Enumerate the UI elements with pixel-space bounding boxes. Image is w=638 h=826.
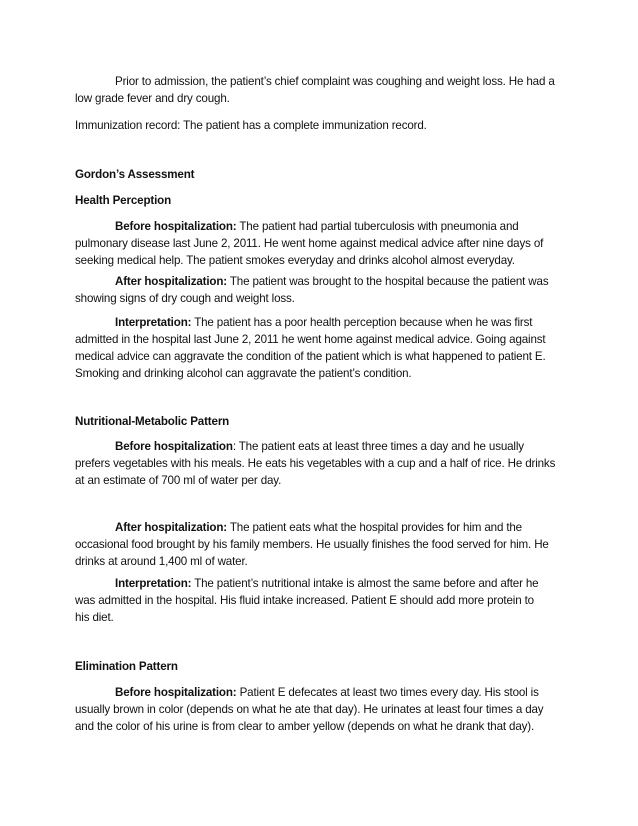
health-perception-heading: Health Perception [75, 194, 172, 207]
text-line: admitted in the hospital last June 2, 2011 he went home against medical advice. Going against [75, 333, 546, 346]
text-line: his diet. [75, 611, 114, 624]
text-line: showing signs of dry cough and weight loss. [75, 292, 295, 305]
immunization-paragraph: Immunization record: The patient has a complete immunization record. [75, 119, 427, 132]
nutrition-interpretation-paragraph [75, 575, 565, 626]
text-line: After hospitalization: The patient was brought to the hospital because the patient was [115, 275, 549, 288]
text-line: Before hospitalization: The patient eats at least three times a day and he usually [115, 440, 524, 453]
text-line: prefers vegetables with his meals. He eats his vegetables with a cup and a half of rice. He drinks [75, 457, 556, 470]
text-line: drinks at around 1,400 ml of water. [75, 555, 248, 568]
interpretation-label: Interpretation: [115, 577, 192, 590]
after-hospitalization-label: After hospitalization: [115, 275, 227, 288]
text-line: and the color of his urine is from clear to amber yellow (depends on what he drank that day). [75, 720, 535, 733]
before-hospitalization-label: Before hospitalization: [115, 220, 237, 233]
text-line: at an estimate of 700 ml of water per day. [75, 474, 282, 487]
text-line: pulmonary disease last June 2, 2011. He went home against medical advice after nine days of [75, 237, 544, 250]
before-hospitalization-label: Before hospitalization [115, 440, 233, 453]
elimination-pattern-heading: Elimination Pattern [75, 660, 178, 673]
gordon-assessment-heading: Gordon’s Assessment [75, 168, 195, 181]
nutritional-metabolic-heading: Nutritional-Metabolic Pattern [75, 415, 230, 428]
text-line: medical advice can aggravate the condition of the patient which is what happened to patient E. [75, 350, 546, 363]
text-line: Before hospitalization: The patient had partial tuberculosis with pneumonia and [115, 220, 519, 233]
nutrition-before-paragraph [75, 438, 565, 489]
text-line: was admitted in the hospital. His fluid intake increased. Patient E should add more protein to [75, 594, 534, 607]
health-before-paragraph [75, 218, 565, 269]
text-line: Smoking and drinking alcohol can aggravate the patient’s condition. [75, 367, 412, 380]
text-line: seeking medical help. The patient smokes everyday and drinks alcohol almost everyday. [75, 254, 515, 267]
text-line: usually brown in color (depends on what he ate that day). He urinates at least four times a day [75, 703, 544, 716]
text-line: Interpretation: The patient’s nutritional intake is almost the same before and after he [115, 577, 539, 590]
text-line: After hospitalization: The patient eats what the hospital provides for him and the [115, 521, 522, 534]
after-hospitalization-label: After hospitalization: [115, 521, 227, 534]
chief-complaint-paragraph [75, 73, 565, 107]
text-line: Before hospitalization: Patient E defecates at least two times every day. His stool is [115, 686, 539, 699]
text-line: Prior to admission, the patient’s chief complaint was coughing and weight loss. He had a [115, 75, 555, 88]
interpretation-label: Interpretation: [115, 316, 192, 329]
text-line: occasional food brought by his family members. He usually finishes the food served for him. He [75, 538, 549, 551]
health-interpretation-paragraph [75, 314, 565, 382]
elimination-before-paragraph [75, 684, 565, 735]
text-line: low grade fever and dry cough. [75, 92, 230, 105]
nutrition-after-paragraph [75, 519, 565, 570]
health-after-paragraph [75, 273, 565, 307]
text-line: Interpretation: The patient has a poor health perception because when he was first [115, 316, 533, 329]
before-hospitalization-label: Before hospitalization: [115, 686, 237, 699]
